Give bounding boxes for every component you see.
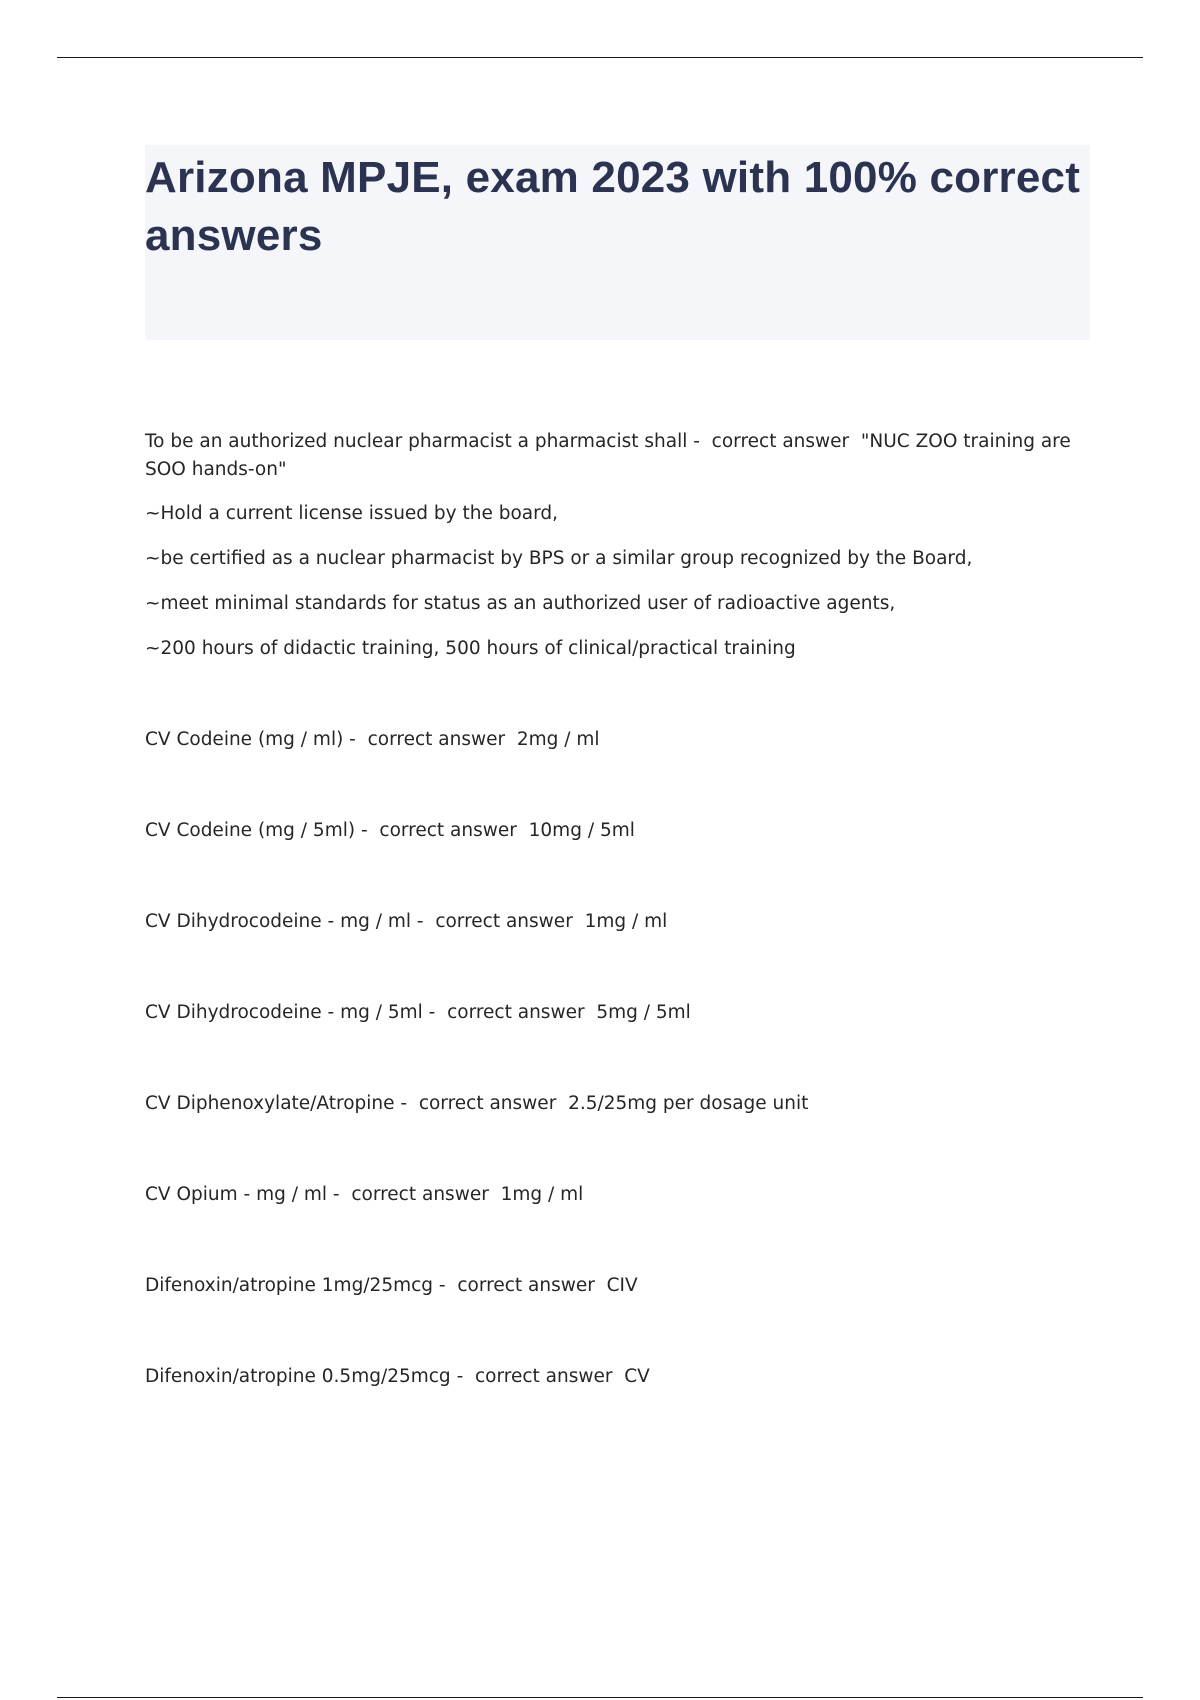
answer-separator: - correct answer <box>327 1184 501 1205</box>
bullet-item: ~Hold a current license issued by the board, <box>145 503 559 524</box>
qa-answer: 2.5/25mg per dosage unit <box>568 1093 809 1114</box>
qa-item <box>145 999 1090 1027</box>
qa-question: Difenoxin/atropine 0.5mg/25mcg <box>145 1366 451 1387</box>
qa-item <box>145 817 1090 845</box>
answer-separator: - correct answer <box>343 729 517 750</box>
qa-question: CV Diphenoxylate/Atropine <box>145 1093 395 1114</box>
bullet-item: ~be certified as a nuclear pharmacist by BPS or a similar group recognized by the Board, <box>145 548 973 569</box>
qa-answer: 5mg / 5ml <box>596 1002 691 1023</box>
qa-question: CV Codeine (mg / 5ml) <box>145 820 356 841</box>
qa-answer: 1mg / ml <box>500 1184 584 1205</box>
bottom-rule <box>57 1697 1143 1698</box>
qa-item <box>145 908 1090 936</box>
qa-answer: 1mg / ml <box>584 911 668 932</box>
qa-answer: CV <box>624 1366 650 1387</box>
answer-separator: - correct answer <box>687 431 861 452</box>
answer-separator: - correct answer <box>450 1366 625 1387</box>
answer-separator: - correct answer <box>433 1275 607 1296</box>
top-rule <box>57 57 1143 58</box>
bullet-item: ~meet minimal standards for status as an authorized user of radioactive agents, <box>145 593 896 614</box>
document-body <box>145 428 1090 1391</box>
qa-question: CV Dihydrocodeine - mg / 5ml <box>145 1002 423 1023</box>
qa-question: CV Codeine (mg / ml) <box>145 729 344 750</box>
intro-paragraph <box>145 428 1090 484</box>
qa-item <box>145 1363 1090 1391</box>
qa-answer: CIV <box>606 1275 638 1296</box>
qa-answer: 10mg / 5ml <box>528 820 635 841</box>
qa-question: CV Opium - mg / ml <box>145 1184 328 1205</box>
document-title: Arizona MPJE, exam 2023 with 100% correct answers <box>145 153 1081 260</box>
intro-question: To be an authorized nuclear pharmacist a pharmacist shall <box>145 431 688 452</box>
qa-answer: 2mg / ml <box>516 729 600 750</box>
answer-separator: - correct answer <box>422 1002 597 1023</box>
qa-item <box>145 1181 1090 1209</box>
title-banner <box>145 145 1090 340</box>
intro-answer: "NUC ZOO training are SOO hands-on" <box>145 431 1071 480</box>
qa-list <box>145 726 1090 1391</box>
bullet-item: ~200 hours of didactic training, 500 hours of clinical/practical training <box>145 638 796 659</box>
qa-question: CV Dihydrocodeine - mg / ml <box>145 911 411 932</box>
qa-question: Difenoxin/atropine 1mg/25mcg <box>145 1275 434 1296</box>
qa-item <box>145 726 1090 754</box>
qa-item <box>145 1272 1090 1300</box>
answer-separator: - correct answer <box>411 911 585 932</box>
answer-separator: - correct answer <box>394 1093 569 1114</box>
qa-item <box>145 1090 1090 1118</box>
answer-separator: - correct answer <box>355 820 529 841</box>
